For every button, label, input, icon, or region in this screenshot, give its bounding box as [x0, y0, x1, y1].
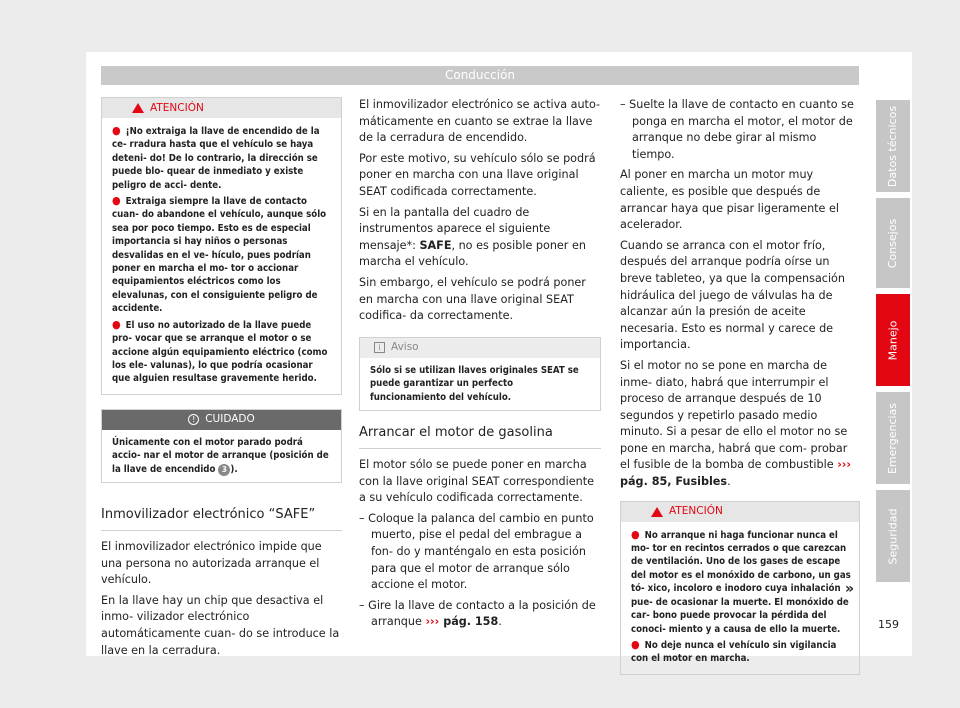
warning-title: ATENCIÓN	[150, 101, 204, 114]
caution-box	[101, 409, 342, 483]
column-middle	[359, 97, 601, 635]
paragraph: En la llave hay un chip que desactiva el inmo- vilizador electrónico automáticamente cuan- do se introduce la llave en la cerradura.	[101, 593, 340, 657]
tab-seguridad[interactable]: Seguridad	[876, 490, 910, 582]
section-title-immobilizer: Inmovilizador electrónico “SAFE”	[101, 507, 342, 531]
paragraph: El motor sólo se puede poner en marcha con la llave original SEAT correspondiente a su vehículo codificada correctamente.	[359, 457, 594, 505]
key-position-number: 3	[218, 464, 230, 476]
bullet-icon: ●	[112, 194, 121, 208]
warning-triangle-icon	[651, 507, 663, 517]
page-link[interactable]: ››› pág. 158	[425, 615, 499, 629]
list-item: – Coloque la palanca del cambio en punto muerto, pise el pedal del embrague a fon- do y manténgalo en esta posición para que el motor de arranque sólo accione el motor.	[359, 511, 594, 592]
warning-triangle-icon	[132, 103, 144, 113]
caution-title: CUIDADO	[205, 413, 255, 426]
page-link[interactable]: ››› pág. 85, Fusibles	[620, 458, 852, 489]
paragraph: Al poner en marcha un motor muy caliente, es posible que después de arrancar haya que pisar ligeramente el acelerador.	[620, 168, 839, 232]
page-header: Conducción	[101, 66, 859, 85]
warning-body	[621, 522, 859, 674]
bullet-icon: ●	[631, 527, 640, 541]
warning-item: ● ¡No extraiga la llave de encendido de la ce- rradura hasta que el vehículo se haya deteni- do! De lo contrario, la dirección se puede blo- quear de inmediato y existe peligro de acci- dente.	[112, 124, 320, 191]
bullet-icon: ●	[112, 124, 121, 137]
caution-box-header	[102, 410, 341, 430]
warning-box	[101, 97, 342, 395]
warning-body	[102, 118, 341, 394]
warning-item: ● El uso no autorizado de la llave puede pro- vocar que se arranque el motor o se accione algún equipamiento eléctrico (como los ele- valunas), lo que podría ocasionar que alguien resultase gravemente herido.	[112, 317, 328, 385]
tab-datos-tecnicos[interactable]: Datos técnicos	[876, 100, 910, 192]
paragraph: El inmovilizador electrónico se activa auto- máticamente en cuanto se extrae la llave de la cerradura de encendido.	[359, 98, 601, 145]
warning-title: ATENCIÓN	[669, 505, 723, 518]
paragraph: Por este motivo, su vehículo sólo se podrá poner en marcha con una llave original SEAT codificada correctamente.	[359, 151, 596, 198]
paragraph: Si en la pantalla del cuadro de instrumentos aparece el siguiente mensaje*: SAFE, no es posible poner en marcha el vehículo.	[359, 205, 586, 269]
note-body: Sólo si se utilizan llaves originales SEAT se puede garantizar un perfecto funcionamiento del vehículo.	[370, 364, 579, 403]
paragraph: Cuando se arranca con el motor frío, después del arranque podría oírse un breve tableteo, ya que la compensación hidráulica del juego de válvulas ha de alcanzar aún la presión de aceite necesaria. Esto es normal y carece de importancia.	[620, 238, 845, 352]
link-arrow-icon: ›››	[837, 458, 852, 472]
bullet-icon: ●	[112, 317, 121, 331]
warning-box	[620, 501, 860, 675]
column-right	[620, 97, 860, 687]
page-number: 159	[878, 618, 899, 631]
tab-emergencias[interactable]: Emergencias	[876, 392, 910, 484]
warning-box-header	[621, 502, 859, 522]
warning-item: ● Extraiga siempre la llave de contacto cuan- do abandone el vehículo, aunque sólo sea por poco tiempo. Esto es de especial importancia si hay niños o personas desvalidas en el ve- hículo, pues podrían poner en marcha el mo- tor o accionar equipamientos eléctricos como los elevalunas, con el consiguiente peligro de accidente.	[112, 194, 327, 315]
list-item: – Gire la llave de contacto a la posición de arranque ››› pág. 158.	[359, 598, 596, 629]
note-box	[359, 337, 601, 411]
list-item: – Suelte la llave de contacto en cuanto se ponga en marcha el motor, el motor de arranque no debe girar al mismo tiempo.	[620, 98, 854, 161]
link-arrow-icon: ›››	[425, 615, 440, 629]
safe-message: SAFE	[419, 238, 452, 252]
caution-body: Únicamente con el motor parado podrá accio- nar el motor de arranque (posición de la llave de encendido 3 ).	[112, 436, 329, 475]
note-title: Aviso	[391, 341, 419, 354]
paragraph: El inmovilizador electrónico impide que una persona no autorizada arranque el vehículo.	[101, 539, 322, 587]
info-icon: i	[374, 342, 385, 353]
warning-item: ● No deje nunca el vehículo sin vigilancia con el motor en marcha.	[631, 637, 837, 665]
note-box-header	[360, 338, 600, 358]
paragraph: Sin embargo, el vehículo se podrá poner en marcha con una llave original SEAT codifica- da correctamente.	[359, 275, 586, 323]
continue-arrow-icon: »	[845, 581, 855, 597]
column-left	[101, 97, 342, 663]
tab-consejos[interactable]: Consejos	[876, 198, 910, 288]
warning-box-header	[102, 98, 341, 118]
section-title-start-engine: Arrancar el motor de gasolina	[359, 425, 601, 449]
tab-manejo[interactable]: Manejo	[876, 294, 910, 386]
warning-item: ● No arranque ni haga funcionar nunca el mo- tor en recintos cerrados o que carezcan de ventilación. Uno de los gases de escape del motor es el monóxido de carbono, un gas tó- xico, incoloro e inodoro cuya inhalación pue- de ocasionar la muerte. El monóxido de car- bono puede provocar la pérdida del conoci- miento y a causa de ello la muerte.	[631, 527, 851, 635]
bullet-icon: ●	[631, 637, 640, 651]
caution-circle-icon: !	[188, 414, 199, 425]
paragraph: Si el motor no se pone en marcha de inme- diato, habrá que interrumpir el proceso de arranque después de 10 segundos y repetirlo pasado medio minuto. Si a pesar de ello el motor no se pone en marcha, habrá que com- probar el fusible de la bomba de combustible ››› pág. 85, Fusibles.	[620, 358, 852, 489]
